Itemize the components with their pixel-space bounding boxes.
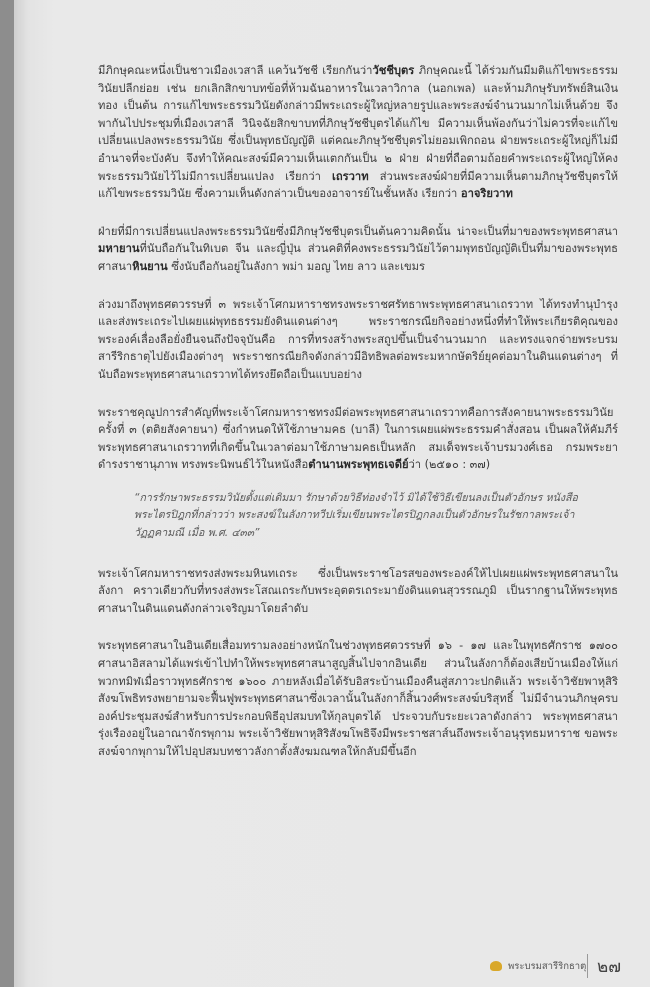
block-quote: “การรักษาพระธรรมวินัยตั้งแต่เดิมมา รักษาด้วยวิธีท่องจำไว้ มิได้ใช้วิธีเขียนลงเป็นตัวอักษร หนังสือพระไตรปิฎกที่กล่าวว่า พระสงฆ์ในลังกาทวีปเริ่มเขียนพระไตรปิฎกลงเป็นตัวอักษรในรัชกาลพระเจ้าวัฏฏคามณี เมื่อ พ.ศ. ๔๓๓” bbox=[134, 491, 578, 540]
paragraph-3: ล่วงมาถึงพุทธศตวรรษที่ ๓ พระเจ้าโศกมหาราชทรงพระราชศรัทธาพระพุทธศาสนาเถรวาท ได้ทรงทำนุบำรุงและส่งพระเถระไปเผยแผ่พุทธธรรมยังดินแดนต่างๆ พระราชกรณียกิจอย่างหนึ่งที่ทำให้พระเกียรติคุณของพระองค์เลื่องลือยั่งยืนจนถึงปัจจุบันคือ การที่ทรงสร้างพระสถูปขึ้นเป็นจำนวนมาก และทรงแจกจ่ายพระบรมสารีริกธาตุไปยังเมืองต่างๆ พระราชกรณียกิจดังกล่าวมีอิทธิพลต่อพระมหากษัตริย์ยุคต่อมาในดินแดนต่างๆ ที่นับถือพระพุทธศาสนาเถรวาทได้ทรงยึดถือเป็นแบบอย่าง bbox=[98, 297, 618, 381]
page-number: ๒๗ bbox=[597, 957, 621, 977]
term-theravada: เถรวาท bbox=[332, 169, 369, 183]
paragraph-1: มีภิกษุคณะหนึ่งเป็นชาวเมืองเวสาลี แคว้นวัชชี เรียกกันว่าวัชชีบุตร ภิกษุคณะนี้ ได้ร่วมกันมีมติแก้ไขพระธรรมวินัยปลีกย่อย เช่น ยกเลิกสิกขาบทข้อที่ห้ามฉันอาหารในเวลาวิกาล (นอกเพล) และห้ามภิกษุรับทรัพย์สินเงินทอง เป็นต้น การแก้ไขพระธรรมวินัยดังกล่าวมีพระเถระผู้ใหญ่หลายรูปและพระสงฆ์จำนวนมากไม่เห็นด้วย จึงพากันไปประชุมที่เมืองเวสาลี วินิจฉัยสิกขาบทที่ภิกษุวัชชีบุตรได้แก้ไข มีความเห็นพ้องกันว่าไม่ควรที่จะแก้ไขเปลี่ยนแปลงพระธรรมวินัย ซึ่งเป็นพุทธบัญญัติ แต่คณะภิกษุวัชชีบุตรไม่ยอมเพิกถอน ฝ่ายพระเถระผู้ใหญ่ก็ไม่มีอำนาจที่จะบังคับ จึงทำให้คณะสงฆ์มีความเห็นแตกกันเป็น ๒ ฝ่าย ฝ่ายที่ถือตามถ้อยคำพระเถระผู้ใหญ่ให้คงพระธรรมวินัยไว้ไม่มีการเปลี่ยนแปลง เรียกว่า เถรวาท ส่วนพระสงฆ์ฝ่ายที่มีความเห็นตามภิกษุวัชชีบุตรให้แก้ไขพระธรรมวินัย ซึ่งความเห็นดังกล่าวเป็นของอาจารย์ในชั้นหลัง เรียกว่า อาจริยวาท bbox=[98, 64, 618, 201]
footer-title: พระบรมสารีริกธาตุ bbox=[508, 961, 587, 972]
lotus-emblem-icon bbox=[490, 961, 502, 971]
paragraph-2: ฝ่ายที่มีการเปลี่ยนแปลงพระธรรมวินัยซึ่งมีภิกษุวัชชีบุตรเป็นต้นความคิดนั้น น่าจะเป็นที่มาของพระพุทธศาสนามหายานที่นับถือกันในทิเบต จีน และญี่ปุ่น ส่วนคติที่คงพระธรรมวินัยไว้ตามพุทธบัญญัติเป็นที่มาของพระพุทธศาสนาหินยาน ซึ่งนับถือกันอยู่ในลังกา พม่า มอญ ไทย ลาว และเขมร bbox=[98, 224, 618, 273]
paragraph-5: พระเจ้าโศกมหาราชทรงส่งพระมหินทเถระ ซึ่งเป็นพระราชโอรสของพระองค์ให้ไปเผยแผ่พระพุทธศาสนาในลังกา คราวเดียวกับที่ทรงส่งพระโสณเถระกับพระอุตตรเถระมายังดินแดนสุวรรณภูมิ เป็นรากฐานให้พระพุทธศาสนาในดินแดนดังกล่าวเจริญมาโดยลำดับ bbox=[98, 566, 618, 615]
paragraph-4: พระราชคุณูปการสำคัญที่พระเจ้าโศกมหาราชทรงมีต่อพระพุทธศาสนาเถรวาทคือการสังคายนาพระธรรมวินัยครั้งที่ ๓ (ตติยสังคายนา) ซึ่งกำหนดให้ใช้ภาษามคธ (บาลี) ในการเผยแผ่พระธรรมคำสั่งสอน เป็นผลให้คัมภีร์พระพุทธศาสนาเถรวาทที่เกิดขึ้นในเวลาต่อมาใช้ภาษามคธเป็นหลัก สมเด็จพระเจ้าบรมวงศ์เธอ กรมพระยาดำรงราชานุภาพ ทรงพระนิพนธ์ไว้ในหนังสือตำนานพระพุทธเจดีย์ว่า (๒๕๑๐ : ๓๗) bbox=[98, 405, 618, 472]
term-hinayana: หินยาน bbox=[132, 259, 168, 273]
book-title: ตำนานพระพุทธเจดีย์ bbox=[308, 458, 409, 472]
paragraph-6: พระพุทธศาสนาในอินเดียเสื่อมทรามลงอย่างหนักในช่วงพุทธศตวรรษที่ ๑๖ - ๑๗ และในพุทธศักราช ๑๗๐๐ ศาสนาอิสลามได้แพร่เข้าไปทำให้พระพุทธศาสนาสูญสิ้นไปจากอินเดีย ส่วนในลังกาก็ต้องเสียบ้านเมืองให้แก่พวกทมิฬเมื่อราวพุทธศักราช ๑๖๐๐ ภายหลังเมื่อได้รับอิสระบ้านเมืองคืนสู่สภาวะปกติแล้ว พระเจ้าวิชัยพาหุสิริสังฆโพธิทรงพยายามจะฟื้นฟูพระพุทธศาสนาซึ่งเวลานั้นในลังกาก็สิ้นวงศ์พระสงฆ์บริสุทธิ์ ไม่มีจำนวนภิกษุครบองค์ประชุมสงฆ์สำหรับการประกอบพิธีอุปสมบทให้กุลบุตรได้ ประจวบกับระยะเวลาดังกล่าว พระพุทธศาสนารุ่งเรืองอยู่ในอาณาจักรพุกาม พระเจ้าวิชัยพาหุสิริสังฆโพธิจึงมีพระราชสาส์นถึงพระเจ้าอนุรุทธมหาราช ขอพระสงฆ์จากพุกามให้ไปอุปสมบทชาวลังกาตั้งสังฆมณฑลให้กลับมีขึ้นอีก bbox=[98, 639, 618, 758]
term-mahayana: มหายาน bbox=[98, 242, 140, 256]
term-acariyavada: อาจริยวาท bbox=[460, 187, 513, 201]
page-footer bbox=[14, 950, 650, 980]
footer-divider bbox=[587, 954, 588, 978]
book-page bbox=[14, 0, 650, 987]
page-content bbox=[98, 62, 618, 781]
term-vajjiputta: วัชชีบุตร bbox=[372, 64, 415, 77]
